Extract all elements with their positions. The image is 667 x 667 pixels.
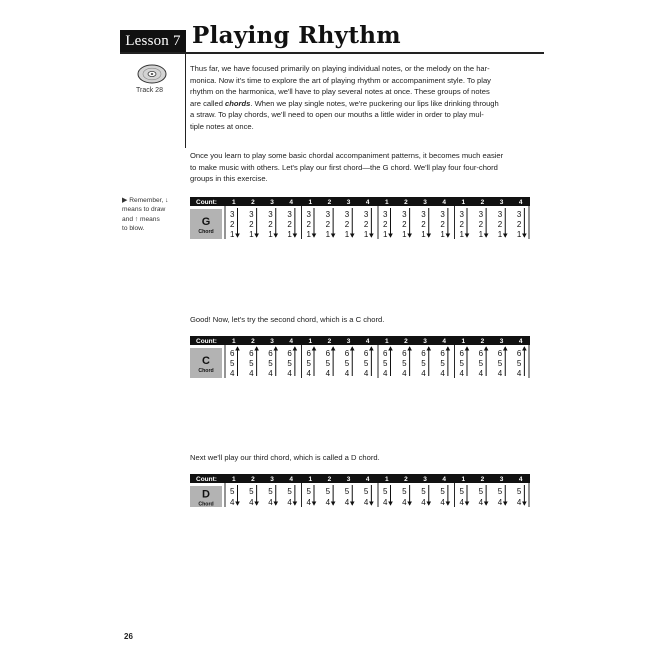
beat-number: 3 bbox=[499, 338, 504, 345]
hole-number: 4 bbox=[478, 498, 484, 507]
hole-number: 2 bbox=[421, 220, 426, 229]
beat-number: 3 bbox=[423, 338, 427, 345]
hole-number: 2 bbox=[230, 220, 235, 229]
hole-number: 2 bbox=[459, 220, 464, 229]
hole-number: 1 bbox=[497, 230, 503, 239]
hole-number: 5 bbox=[268, 487, 273, 496]
beat-number: 2 bbox=[404, 338, 408, 345]
hole-number: 3 bbox=[230, 210, 235, 219]
draw-arrow bbox=[503, 502, 508, 506]
draw-arrow bbox=[407, 502, 412, 506]
hole-number: 5 bbox=[306, 487, 311, 496]
beat-number: 4 bbox=[442, 338, 446, 345]
blow-arrow bbox=[235, 346, 240, 350]
hole-number: 6 bbox=[363, 349, 369, 358]
beat-number: 1 bbox=[308, 476, 313, 483]
beat-number: 4 bbox=[289, 199, 293, 206]
draw-arrow bbox=[388, 502, 393, 506]
intro-paragraph-2: Once you learn to play some basic chordal accompaniment patterns, it becomes much easier to make music with others. Let's play our first chord—the G chord. We'll play four four-chord groups in this exercise. bbox=[190, 151, 504, 184]
draw-arrow bbox=[350, 502, 355, 506]
hole-number: 1 bbox=[344, 230, 350, 239]
blow-arrow bbox=[522, 346, 527, 350]
hole-number: 6 bbox=[516, 349, 522, 358]
hole-number: 4 bbox=[306, 498, 311, 507]
hole-number: 4 bbox=[363, 369, 369, 378]
blow-arrow bbox=[273, 346, 278, 350]
beat-number: 3 bbox=[423, 476, 427, 483]
track-label: Track 28 bbox=[136, 87, 163, 94]
blow-arrow bbox=[254, 346, 259, 350]
hole-number: 4 bbox=[344, 498, 350, 507]
hole-number: 1 bbox=[440, 230, 445, 239]
hole-number: 5 bbox=[249, 487, 254, 496]
chord-word: Chord bbox=[198, 229, 214, 235]
hole-number: 4 bbox=[268, 498, 273, 507]
chord-word: Chord bbox=[198, 501, 214, 508]
hole-number: 4 bbox=[383, 369, 388, 378]
blow-arrow bbox=[312, 346, 317, 350]
beat-number: 3 bbox=[499, 199, 504, 206]
hole-number: 6 bbox=[230, 349, 235, 358]
chord-letter: G bbox=[201, 216, 211, 228]
hole-number: 6 bbox=[497, 349, 503, 358]
hole-number: 3 bbox=[497, 210, 503, 219]
hole-number: 5 bbox=[325, 359, 331, 368]
beat-number: 4 bbox=[442, 199, 446, 206]
draw-arrow bbox=[293, 234, 298, 238]
draw-arrow bbox=[235, 234, 240, 238]
beat-number: 2 bbox=[480, 338, 485, 345]
hole-number: 2 bbox=[363, 220, 369, 229]
chords-term: chords bbox=[225, 98, 251, 108]
hole-number: 5 bbox=[287, 359, 292, 368]
hole-number: 2 bbox=[306, 220, 311, 229]
beat-number: 1 bbox=[232, 338, 236, 345]
draw-arrow bbox=[388, 234, 393, 238]
hole-number: 5 bbox=[402, 359, 407, 368]
hole-number: 1 bbox=[402, 230, 407, 239]
beat-number: 4 bbox=[518, 199, 523, 206]
draw-arrow bbox=[312, 502, 317, 506]
beat-number: 3 bbox=[346, 338, 351, 345]
draw-arrow bbox=[522, 502, 527, 506]
hole-number: 1 bbox=[325, 230, 331, 239]
hole-number: 4 bbox=[363, 498, 369, 507]
hole-number: 5 bbox=[344, 359, 350, 368]
hole-number: 5 bbox=[383, 359, 388, 368]
draw-arrow bbox=[426, 502, 431, 506]
hole-number: 5 bbox=[497, 359, 503, 368]
draw-arrow bbox=[426, 234, 431, 238]
beat-number: 1 bbox=[461, 338, 466, 345]
hole-number: 1 bbox=[230, 230, 235, 239]
page-number: 26 bbox=[124, 632, 133, 641]
beat-number: 3 bbox=[270, 199, 274, 206]
hole-number: 4 bbox=[478, 369, 484, 378]
beat-number: 4 bbox=[365, 199, 370, 206]
hole-number: 6 bbox=[268, 349, 273, 358]
hole-number: 5 bbox=[421, 487, 426, 496]
beat-number: 2 bbox=[251, 476, 255, 483]
draw-arrow bbox=[254, 234, 259, 238]
hole-number: 4 bbox=[325, 498, 331, 507]
hole-number: 4 bbox=[344, 369, 350, 378]
hole-number: 6 bbox=[344, 349, 350, 358]
hole-number: 5 bbox=[497, 487, 503, 496]
hole-number: 6 bbox=[402, 349, 407, 358]
hole-number: 6 bbox=[249, 349, 254, 358]
hole-number: 5 bbox=[459, 359, 464, 368]
beat-number: 2 bbox=[404, 476, 408, 483]
hole-number: 5 bbox=[478, 359, 484, 368]
beat-number: 4 bbox=[365, 338, 370, 345]
blow-arrow bbox=[465, 346, 470, 350]
beat-number: 3 bbox=[270, 476, 274, 483]
count-label: Count: bbox=[196, 476, 217, 483]
blow-arrow bbox=[503, 346, 508, 350]
hole-number: 5 bbox=[268, 359, 273, 368]
hole-number: 4 bbox=[230, 369, 235, 378]
blow-arrow bbox=[369, 346, 374, 350]
hole-number: 5 bbox=[516, 359, 522, 368]
hole-number: 5 bbox=[402, 487, 407, 496]
beat-number: 1 bbox=[385, 476, 389, 483]
beat-number: 3 bbox=[346, 476, 351, 483]
hole-number: 5 bbox=[478, 487, 484, 496]
hole-number: 2 bbox=[478, 220, 484, 229]
blow-arrow bbox=[426, 346, 431, 350]
hole-number: 4 bbox=[459, 369, 464, 378]
draw-arrow bbox=[273, 234, 278, 238]
margin-rule bbox=[185, 52, 186, 148]
beat-number: 2 bbox=[251, 199, 255, 206]
beat-number: 1 bbox=[461, 476, 466, 483]
hole-number: 1 bbox=[363, 230, 369, 239]
hole-number: 4 bbox=[249, 369, 254, 378]
hole-number: 5 bbox=[325, 487, 331, 496]
pointer-icon: ▶ bbox=[122, 197, 128, 204]
blow-arrow bbox=[331, 346, 336, 350]
count-label: Count: bbox=[196, 338, 217, 345]
beat-number: 1 bbox=[385, 338, 389, 345]
hole-number: 3 bbox=[402, 210, 407, 219]
title-rule bbox=[120, 52, 544, 54]
beat-number: 2 bbox=[480, 199, 485, 206]
hole-number: 3 bbox=[478, 210, 484, 219]
beat-number: 4 bbox=[518, 476, 523, 483]
beat-number: 3 bbox=[423, 199, 427, 206]
draw-arrow bbox=[522, 234, 527, 238]
draw-arrow bbox=[446, 234, 451, 238]
blow-arrow bbox=[293, 346, 298, 350]
hole-number: 6 bbox=[383, 349, 388, 358]
beat-number: 3 bbox=[499, 476, 504, 483]
hole-number: 5 bbox=[383, 487, 388, 496]
hole-number: 5 bbox=[363, 487, 369, 496]
beat-number: 2 bbox=[251, 338, 255, 345]
hole-number: 6 bbox=[440, 349, 445, 358]
blow-arrow bbox=[407, 346, 412, 350]
chord-word: Chord bbox=[198, 368, 214, 374]
hole-number: 2 bbox=[325, 220, 331, 229]
hole-number: 6 bbox=[478, 349, 484, 358]
side-note: ▶ Remember, ↓ means to draw and ↑ means to blow. bbox=[122, 197, 169, 233]
hole-number: 1 bbox=[268, 230, 273, 239]
hole-number: 6 bbox=[287, 349, 292, 358]
draw-arrow bbox=[369, 502, 374, 506]
beat-number: 2 bbox=[404, 199, 408, 206]
draw-arrow bbox=[446, 502, 451, 506]
draw-arrow bbox=[331, 502, 336, 506]
hole-number: 2 bbox=[440, 220, 445, 229]
hole-number: 4 bbox=[497, 498, 503, 507]
hole-number: 5 bbox=[459, 487, 464, 496]
draw-arrow bbox=[235, 502, 240, 506]
hole-number: 6 bbox=[306, 349, 311, 358]
hole-number: 2 bbox=[268, 220, 273, 229]
hole-number: 4 bbox=[287, 498, 292, 507]
hole-number: 3 bbox=[421, 210, 426, 219]
intro-paragraph-1: Thus far, we have focused primarily on playing individual notes, or the melody on the har- monica. Now it's time to explore the art of playing rhythm or accompaniment style. To play rhythm on the harmonica, we'll have to play several notes at once. These groups of notes are called chords. When we play single notes, we're puckering our lips like drinking through a straw. To play chords, we'll need to open our mouths a little wider in order to play mul- tiple notes at once. bbox=[190, 64, 499, 131]
rhythm-chart-d bbox=[190, 474, 530, 538]
beat-number: 4 bbox=[289, 476, 293, 483]
hole-number: 4 bbox=[268, 369, 273, 378]
draw-arrow bbox=[407, 234, 412, 238]
hole-number: 5 bbox=[440, 487, 445, 496]
hole-number: 5 bbox=[230, 487, 235, 496]
hole-number: 5 bbox=[440, 359, 445, 368]
hole-number: 3 bbox=[383, 210, 388, 219]
hole-number: 2 bbox=[287, 220, 292, 229]
hole-number: 2 bbox=[344, 220, 350, 229]
count-bar bbox=[190, 474, 530, 483]
hole-number: 6 bbox=[421, 349, 426, 358]
hole-number: 4 bbox=[306, 369, 311, 378]
hole-number: 4 bbox=[516, 369, 522, 378]
hole-number: 3 bbox=[287, 210, 292, 219]
hole-number: 5 bbox=[421, 359, 426, 368]
hole-number: 3 bbox=[363, 210, 369, 219]
hole-number: 5 bbox=[363, 359, 369, 368]
hole-number: 5 bbox=[306, 359, 311, 368]
hole-number: 2 bbox=[249, 220, 254, 229]
hole-number: 2 bbox=[497, 220, 503, 229]
beat-number: 2 bbox=[327, 338, 332, 345]
hole-number: 6 bbox=[459, 349, 464, 358]
beat-number: 4 bbox=[442, 476, 446, 483]
hole-number: 2 bbox=[516, 220, 522, 229]
chord-letter: D bbox=[202, 488, 210, 501]
hole-number: 6 bbox=[325, 349, 331, 358]
beat-number: 1 bbox=[308, 199, 313, 206]
hole-number: 4 bbox=[516, 498, 522, 507]
hole-number: 4 bbox=[383, 498, 388, 507]
beat-number: 4 bbox=[289, 338, 293, 345]
beat-number: 4 bbox=[365, 476, 370, 483]
count-bar bbox=[190, 336, 530, 345]
hole-number: 3 bbox=[325, 210, 331, 219]
hole-number: 4 bbox=[325, 369, 331, 378]
hole-number: 4 bbox=[440, 498, 445, 507]
hole-number: 4 bbox=[421, 369, 426, 378]
draw-arrow bbox=[312, 234, 317, 238]
hole-number: 2 bbox=[402, 220, 407, 229]
hole-number: 3 bbox=[440, 210, 445, 219]
chart-c-intro: Good! Now, let's try the second chord, which is a C chord. bbox=[190, 315, 385, 324]
blow-arrow bbox=[388, 346, 393, 350]
blow-arrow bbox=[484, 346, 489, 350]
draw-arrow bbox=[484, 234, 489, 238]
beat-number: 2 bbox=[327, 199, 332, 206]
hole-number: 3 bbox=[459, 210, 464, 219]
beat-number: 1 bbox=[308, 338, 313, 345]
count-label: Count: bbox=[196, 199, 217, 206]
hole-number: 3 bbox=[344, 210, 350, 219]
hole-number: 4 bbox=[421, 498, 426, 507]
draw-arrow bbox=[273, 502, 278, 506]
beat-number: 1 bbox=[385, 199, 389, 206]
draw-arrow bbox=[465, 234, 470, 238]
draw-arrow bbox=[369, 234, 374, 238]
beat-number: 2 bbox=[327, 476, 332, 483]
beat-number: 2 bbox=[480, 476, 485, 483]
rhythm-chart-c bbox=[190, 336, 530, 400]
draw-arrow bbox=[350, 234, 355, 238]
hole-number: 4 bbox=[459, 498, 464, 507]
hole-number: 5 bbox=[344, 487, 350, 496]
hole-number: 4 bbox=[230, 498, 235, 507]
hole-number: 3 bbox=[306, 210, 311, 219]
hole-number: 4 bbox=[497, 369, 503, 378]
draw-arrow bbox=[484, 502, 489, 506]
hole-number: 4 bbox=[402, 369, 407, 378]
draw-arrow bbox=[465, 502, 470, 506]
beat-number: 1 bbox=[232, 476, 236, 483]
hole-number: 4 bbox=[440, 369, 445, 378]
beat-number: 4 bbox=[518, 338, 523, 345]
count-bar bbox=[190, 197, 530, 206]
hole-number: 1 bbox=[421, 230, 426, 239]
hole-number: 3 bbox=[268, 210, 273, 219]
beat-number: 1 bbox=[461, 199, 466, 206]
lesson-badge: Lesson 7 bbox=[120, 30, 186, 52]
rhythm-chart-g bbox=[190, 197, 530, 261]
hole-number: 3 bbox=[516, 210, 522, 219]
hole-number: 5 bbox=[287, 487, 292, 496]
draw-arrow bbox=[254, 502, 259, 506]
hole-number: 1 bbox=[249, 230, 254, 239]
beat-number: 1 bbox=[232, 199, 236, 206]
hole-number: 1 bbox=[287, 230, 292, 239]
chart-d-intro: Next we'll play our third chord, which is called a D chord. bbox=[190, 453, 380, 462]
beat-number: 3 bbox=[270, 338, 274, 345]
hole-number: 1 bbox=[478, 230, 484, 239]
hole-number: 5 bbox=[230, 359, 235, 368]
hole-number: 4 bbox=[249, 498, 254, 507]
blow-arrow bbox=[350, 346, 355, 350]
chord-letter: C bbox=[202, 355, 210, 367]
hole-number: 1 bbox=[459, 230, 464, 239]
hole-number: 2 bbox=[383, 220, 388, 229]
hole-number: 1 bbox=[516, 230, 522, 239]
page-title: Playing Rhythm bbox=[192, 22, 401, 49]
draw-arrow bbox=[503, 234, 508, 238]
hole-number: 1 bbox=[306, 230, 311, 239]
draw-arrow bbox=[293, 502, 298, 506]
beat-number: 3 bbox=[346, 199, 351, 206]
hole-number: 5 bbox=[249, 359, 254, 368]
cd-icon bbox=[137, 64, 167, 84]
hole-number: 5 bbox=[516, 487, 522, 496]
hole-number: 4 bbox=[402, 498, 407, 507]
draw-arrow bbox=[331, 234, 336, 238]
blow-arrow bbox=[446, 346, 451, 350]
hole-number: 3 bbox=[249, 210, 254, 219]
hole-number: 4 bbox=[287, 369, 292, 378]
hole-number: 1 bbox=[383, 230, 388, 239]
